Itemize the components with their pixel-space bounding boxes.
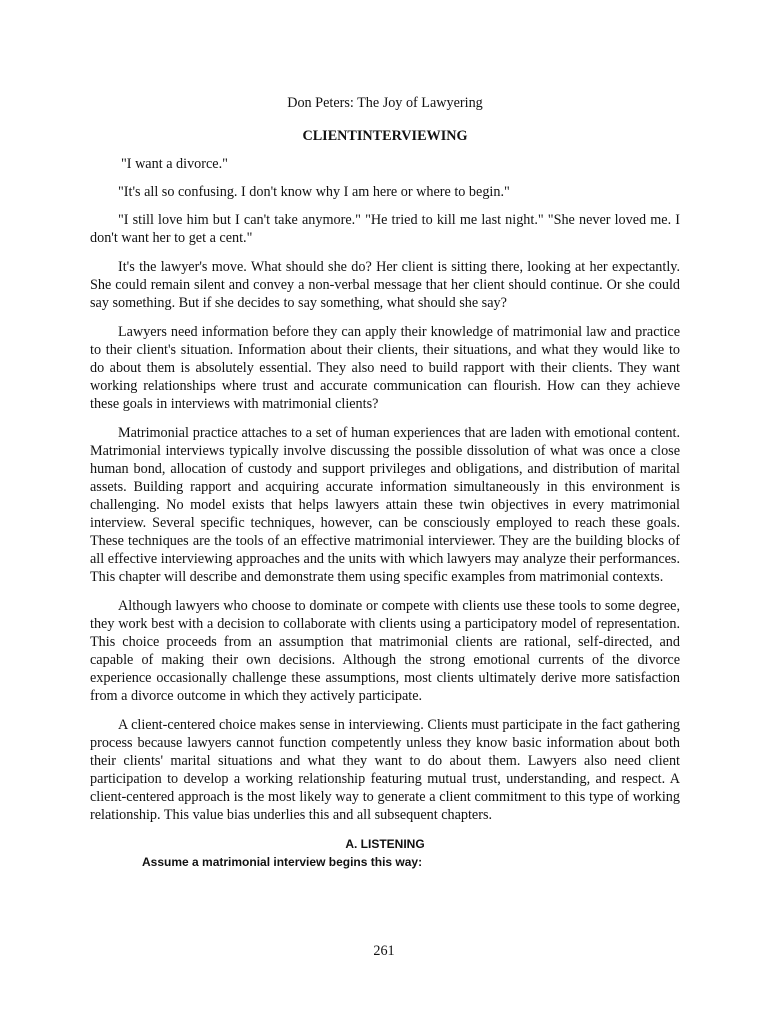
- page-number: 261: [373, 943, 395, 959]
- section-heading-listening: A. LISTENING: [345, 837, 425, 851]
- paragraph-participatory-model: Although lawyers who choose to dominate or compete with clients use these tools to some degree, they work best with a decision to collaborate with clients using a participatory model of representation. This choice proceeds from an assumption that matrimonial clients are rational, self-directed, and capable of making their own decisions. Although the strong emotional currents of the divorce experience occasionally challenge these assumptions, most clients ultimately derive more satisfaction from a divorce outcome in which they actively participate.: [90, 598, 680, 704]
- paragraph-client-centered: A client-centered choice makes sense in interviewing. Clients must participate in the fact gathering process because lawyers cannot function competently unless they know basic information about both their clients' marital situations and what they want to do about them. Lawyers also need client participation to develop a working relationship featuring mutual trust, understanding, and respect. A client-centered approach is the most likely way to generate a client commitment to this type of working relationship. This value bias underlies this and all subsequent chapters.: [90, 717, 680, 823]
- chapter-title: CLIENTINTERVIEWING: [302, 128, 468, 144]
- section-lead-text: Assume a matrimonial interview begins this way:: [142, 855, 423, 869]
- running-head: Don Peters: The Joy of Lawyering: [287, 95, 483, 111]
- paragraph-quote-2: "It's all so confusing. I don't know why I am here or where to begin.": [118, 184, 510, 200]
- paragraph-information-needs: Lawyers need information before they can apply their knowledge of matrimonial law and practice to their client's situation. Information about their clients, their situations, and what they would like to do about them is absolutely essential. They also need to build rapport with their clients. They want working relationships where trust and accurate communication can flourish. How can they achieve these goals in interviews with matrimonial clients?: [90, 324, 680, 412]
- paragraph-quote-3: "I still love him but I can't take anymore." "He tried to kill me last night." "She never loved me. I don't want her to get a cent.": [90, 212, 680, 246]
- paragraph-lawyers-move: It's the lawyer's move. What should she do? Her client is sitting there, looking at her expectantly. She could remain silent and convey a non-verbal message that her client should continue. Or she could say something. But if she decides to say something, what should she say?: [90, 259, 680, 311]
- paragraph-quote-1: "I want a divorce.": [121, 156, 228, 172]
- paragraph-matrimonial-practice: Matrimonial practice attaches to a set of human experiences that are laden with emotional content. Matrimonial interviews typically involve discussing the possible dissolution of what was once a close human bond, allocation of custody and support privileges and obligations, and distribution of marital assets. Building rapport and acquiring accurate information simultaneously in this environment is challenging. No model exists that helps lawyers attain these twin objectives in every matrimonial interview. Several specific techniques, however, can be consciously employed to reach these goals. These techniques are the tools of an effective matrimonial interviewer. They are the building blocks of all effective interviewing approaches and the units with which lawyers may analyze their performances. This chapter will describe and demonstrate them using specific examples from matrimonial contexts.: [90, 425, 680, 585]
